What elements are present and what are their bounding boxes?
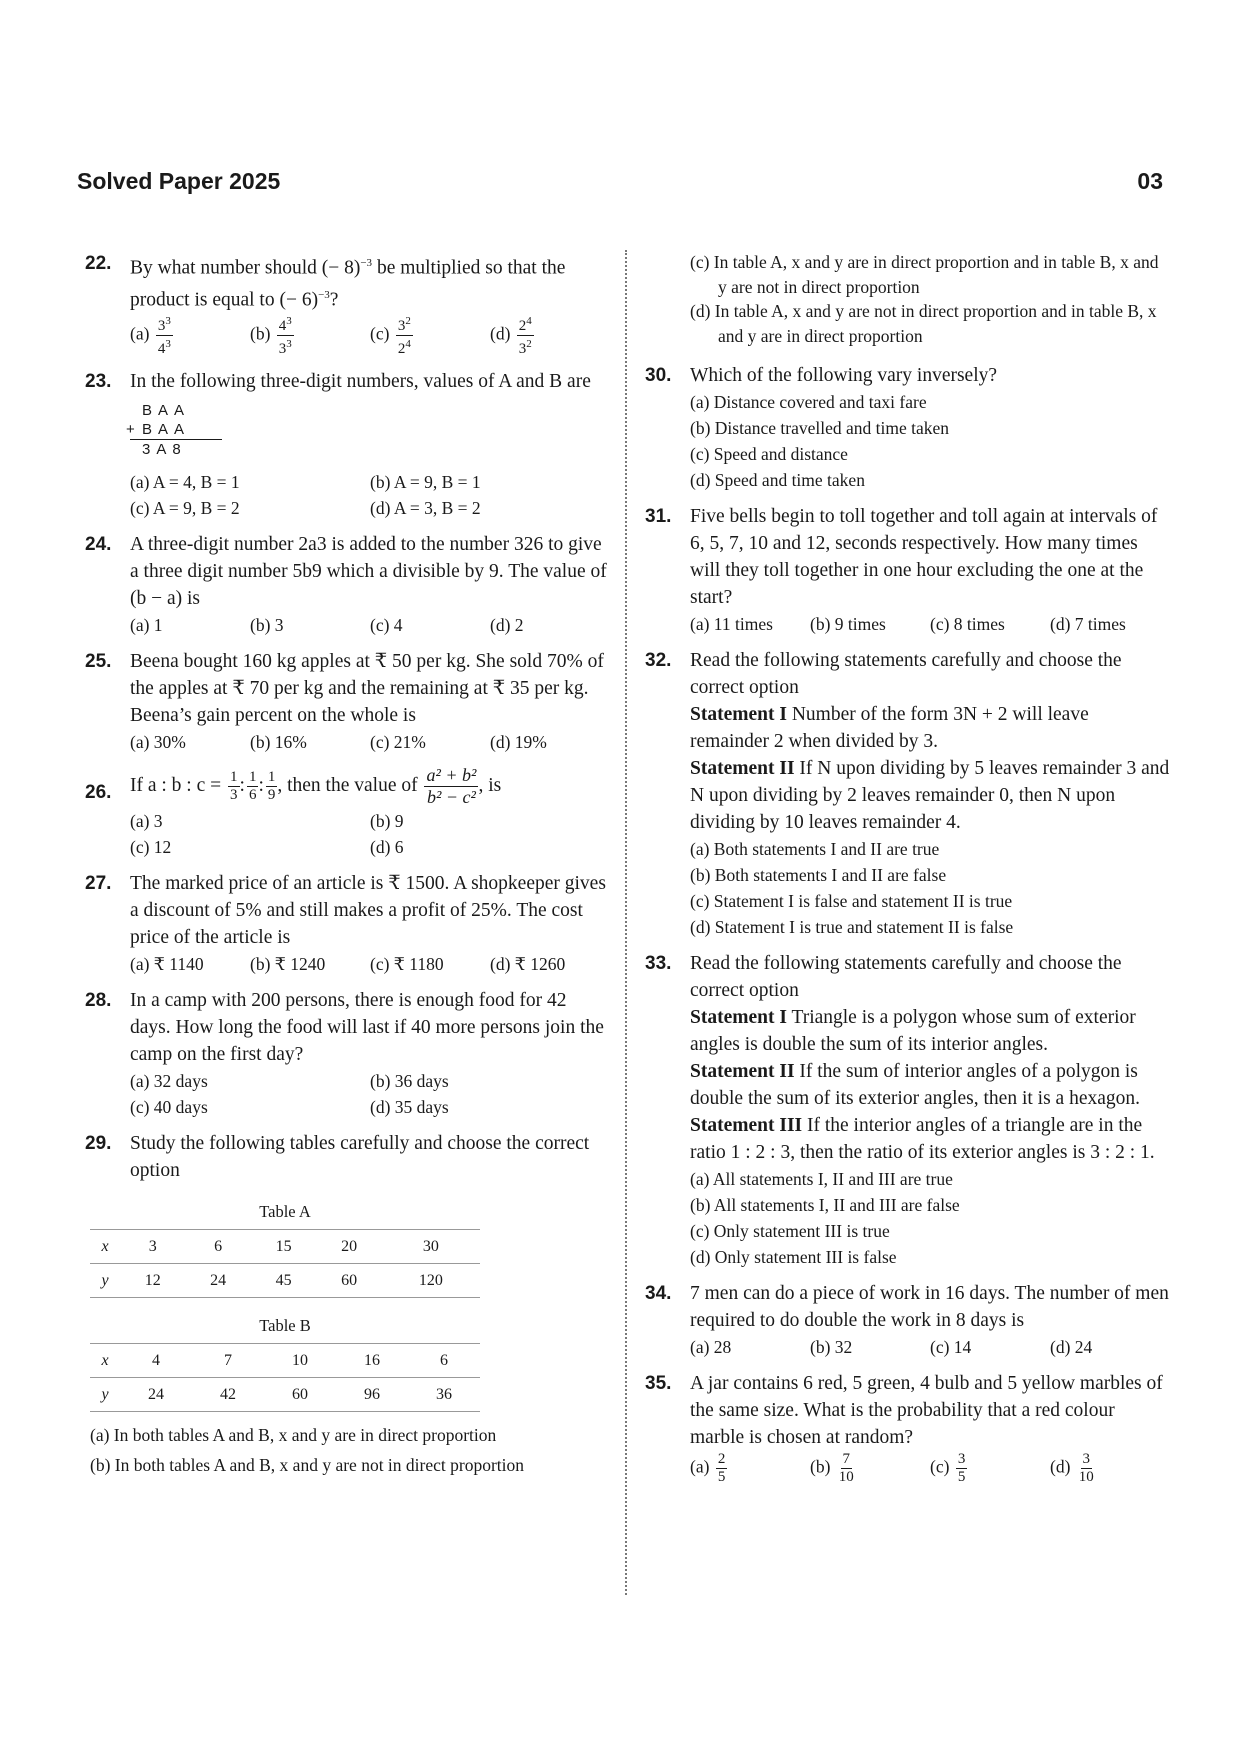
option-b: (b) Distance travelled and time taken — [690, 418, 949, 438]
question-text: Read the following statements carefully and choose the correct option — [690, 953, 1122, 1001]
question-35 — [645, 1370, 1170, 1486]
options — [130, 729, 610, 755]
question-text: A three-digit number 2a3 is added to the number 326 to give a three digit number 5b9 which a divisible by 9. The value of (b − a) is — [130, 534, 607, 609]
option-c: (c) In table A, x and y are in direct proportion and in table B, x and y are not in direct proportion — [690, 252, 1159, 297]
right-column — [645, 250, 1170, 1496]
options — [690, 1166, 1170, 1270]
option-b: (b) $\frac{4^3}{3^3}$ — [250, 315, 292, 357]
option-a: (a) 1 — [130, 615, 163, 635]
addend-row-1: BAA — [142, 402, 191, 419]
question-33 — [645, 950, 1170, 1270]
option-d: (d) 2 — [490, 615, 524, 635]
table-row: y 24 42 60 96 36 — [90, 1378, 480, 1412]
question-number: 28. — [85, 990, 112, 1011]
option-d: (d) A = 3, B = 2 — [370, 498, 481, 518]
question-text: 7 men can do a piece of work in 16 days. The number of men required to do double the work in 8 days is — [690, 1283, 1169, 1331]
option-d: (d) $\frac{2^4}{3^2}$ — [490, 315, 532, 357]
question-number: 26. — [85, 782, 112, 803]
options — [130, 808, 610, 860]
question-32 — [645, 647, 1170, 940]
question-text: By what number should (− 8)$^{-3}$ be multiplied so that the product is equal to (− 6)$^{-3}$? — [130, 257, 566, 310]
option-c: (c) 21% — [370, 732, 426, 752]
option-a: (a) In both tables A and B, x and y are in direct proportion — [90, 1425, 497, 1445]
options — [690, 611, 1170, 637]
option-a: (a) Both statements I and II are true — [690, 839, 940, 859]
question-text: Read the following statements carefully and choose the correct option — [690, 650, 1122, 698]
option-b: (b) ₹ 1240 — [250, 954, 326, 974]
table-b-title: Table B — [259, 1316, 311, 1335]
table-row: y 12 24 45 60 120 — [90, 1264, 480, 1298]
option-d: (d) 19% — [490, 732, 547, 752]
option-b: (b) 32 — [810, 1337, 853, 1357]
question-number: 31. — [645, 506, 672, 527]
options — [130, 1068, 610, 1120]
column-divider — [625, 250, 627, 1595]
question-24 — [85, 531, 610, 638]
option-a: (a) All statements I, II and III are true — [690, 1169, 953, 1189]
question-text: Study the following tables carefully and choose the correct option — [130, 1133, 590, 1181]
option-d: (d) ₹ 1260 — [490, 954, 566, 974]
option-d: (d) 6 — [370, 837, 404, 857]
question-number: 34. — [645, 1283, 672, 1304]
table-a — [90, 1229, 480, 1298]
option-c: (c) 14 — [930, 1337, 972, 1357]
option-a: (a) $\frac{3^3}{4^3}$ — [130, 315, 171, 357]
question-22 — [85, 250, 610, 358]
option-b: (b) A = 9, B = 1 — [370, 472, 481, 492]
question-number: 33. — [645, 953, 672, 974]
option-a: (a) 30% — [130, 732, 186, 752]
option-a: (a) A = 4, B = 1 — [130, 472, 240, 492]
option-c: (c) 12 — [130, 837, 172, 857]
statement-2: Statement II If N upon dividing by 5 leaves remainder 3 and N upon dividing by 2 leaves remainder 0, then N upon dividing by 10 leaves remainder 4. — [690, 758, 1170, 833]
question-number: 23. — [85, 371, 112, 392]
page-number: 03 — [1137, 168, 1163, 194]
question-25 — [85, 648, 610, 755]
option-c: (c) $\frac{3}{5}$ — [930, 1451, 966, 1485]
addend-row-2: + BAA — [130, 420, 222, 440]
question-29-continued-options — [645, 250, 1170, 348]
question-number: 35. — [645, 1373, 672, 1394]
option-d: (d) 35 days — [370, 1097, 449, 1117]
option-d: (d) In table A, x and y are not in direct proportion and in table B, x and y are in direct proportion — [690, 301, 1157, 346]
question-number: 24. — [85, 534, 112, 555]
statement-1: Statement I Triangle is a polygon whose sum of exterior angles is double the sum of its interior angles. — [690, 1007, 1136, 1055]
option-a: (a) ₹ 1140 — [130, 954, 204, 974]
option-b: (b) 16% — [250, 732, 307, 752]
statement-3: Statement III If the interior angles of a triangle are in the ratio 1 : 2 : 3, then the ratio of its exterior angles is 3 : 2 : 1. — [690, 1115, 1155, 1163]
option-a: (a) Distance covered and taxi fare — [690, 392, 927, 412]
table-row: x 4 7 10 16 6 — [90, 1344, 480, 1378]
option-d: (d) 24 — [1050, 1337, 1093, 1357]
question-29 — [85, 1130, 610, 1480]
option-c: (c) 40 days — [130, 1097, 208, 1117]
question-text: The marked price of an article is ₹ 1500. A shopkeeper gives a discount of 5% and still makes a profit of 25%. The cost price of the article is — [130, 873, 606, 948]
option-a: (a) 3 — [130, 811, 163, 831]
option-b: (b) 3 — [250, 615, 284, 635]
running-title: Solved Paper 2025 — [77, 168, 281, 194]
option-d: (d) Speed and time taken — [690, 470, 865, 490]
option-d: (d) Only statement III is false — [690, 1247, 897, 1267]
option-b: (b) All statements I, II and III are false — [690, 1195, 960, 1215]
question-27 — [85, 870, 610, 977]
option-b: (b) 9 — [370, 811, 404, 831]
option-c: (c) A = 9, B = 2 — [130, 498, 240, 518]
table-a-title: Table A — [259, 1202, 311, 1221]
option-c: (c) $\frac{3^2}{2^4}$ — [370, 315, 411, 357]
question-number: 27. — [85, 873, 112, 894]
question-text: In a camp with 200 persons, there is enough food for 42 days. How long the food will last if 40 more persons join the camp on the first day? — [130, 990, 604, 1065]
option-d: (d) 7 times — [1050, 614, 1126, 634]
option-a: (a) $\frac{2}{5}$ — [690, 1451, 726, 1485]
options — [130, 612, 610, 638]
question-number: 32. — [645, 650, 672, 671]
table-b — [90, 1343, 480, 1412]
question-text: In the following three-digit numbers, values of A and B are — [130, 371, 591, 392]
left-column — [85, 250, 610, 1490]
option-a: (a) 11 times — [690, 614, 773, 634]
question-number: 29. — [85, 1133, 112, 1154]
question-text: Which of the following vary inversely? — [690, 365, 998, 386]
table-row: x 3 6 15 20 30 — [90, 1230, 480, 1264]
options — [90, 1420, 610, 1480]
option-b: (b) 9 times — [810, 614, 886, 634]
statement-1: Statement I Number of the form 3N + 2 will leave remainder 2 when divided by 3. — [690, 704, 1089, 752]
question-26 — [85, 765, 610, 860]
option-c: (c) 8 times — [930, 614, 1005, 634]
option-b: (b) In both tables A and B, x and y are not in direct proportion — [90, 1455, 525, 1475]
options — [690, 1334, 1170, 1360]
option-c: (c) Statement I is false and statement II is true — [690, 891, 1013, 911]
sum-row: 3A8 — [142, 441, 187, 458]
options — [690, 836, 1170, 940]
option-a: (a) 32 days — [130, 1071, 208, 1091]
addition-puzzle — [126, 401, 222, 459]
question-text: If a : b : c = $\frac{1}{3}$ : $\frac{1}{6}$ : $\frac{1}{9}$ , then the value of $\frac{\text{a² + b²}}{\text{b² − c²}}$ , is — [130, 765, 502, 807]
question-text: Beena bought 160 kg apples at ₹ 50 per kg. She sold 70% of the apples at ₹ 70 per kg and the remaining at ₹ 35 per kg. Beena’s gain percent on the whole is — [130, 651, 604, 726]
question-28 — [85, 987, 610, 1120]
question-34 — [645, 1280, 1170, 1360]
option-a: (a) 28 — [690, 1337, 732, 1357]
statement-2: Statement II If the sum of interior angles of a polygon is double the sum of its exterior angles, then it is a hexagon. — [690, 1061, 1141, 1109]
option-b: (b) 36 days — [370, 1071, 449, 1091]
options — [690, 389, 1170, 493]
options — [130, 469, 610, 521]
question-23 — [85, 368, 610, 521]
option-c: (c) Only statement III is true — [690, 1221, 890, 1241]
options — [130, 951, 610, 977]
option-c: (c) 4 — [370, 615, 403, 635]
question-30 — [645, 362, 1170, 493]
option-d: (d) Statement I is true and statement II is false — [690, 917, 1014, 937]
question-number: 25. — [85, 651, 112, 672]
tables — [90, 1198, 610, 1412]
question-text: A jar contains 6 red, 5 green, 4 bulb and 5 yellow marbles of the same size. What is the probability that a red colour marble is chosen at random? — [690, 1373, 1163, 1448]
option-b: (b) $\frac{7}{10}$ — [810, 1451, 854, 1485]
question-number: 22. — [85, 253, 112, 274]
question-text: Five bells begin to toll together and toll again at intervals of 6, 5, 7, 10 and 12, seconds respectively. How many times will they toll together in one hour excluding the one at the start? — [690, 506, 1158, 608]
option-c: (c) Speed and distance — [690, 444, 848, 464]
question-31 — [645, 503, 1170, 637]
option-d: (d) $\frac{3}{10}$ — [1050, 1451, 1094, 1485]
options — [690, 1451, 1170, 1486]
question-number: 30. — [645, 365, 672, 386]
option-b: (b) Both statements I and II are false — [690, 865, 947, 885]
option-c: (c) ₹ 1180 — [370, 954, 444, 974]
options — [130, 313, 610, 358]
